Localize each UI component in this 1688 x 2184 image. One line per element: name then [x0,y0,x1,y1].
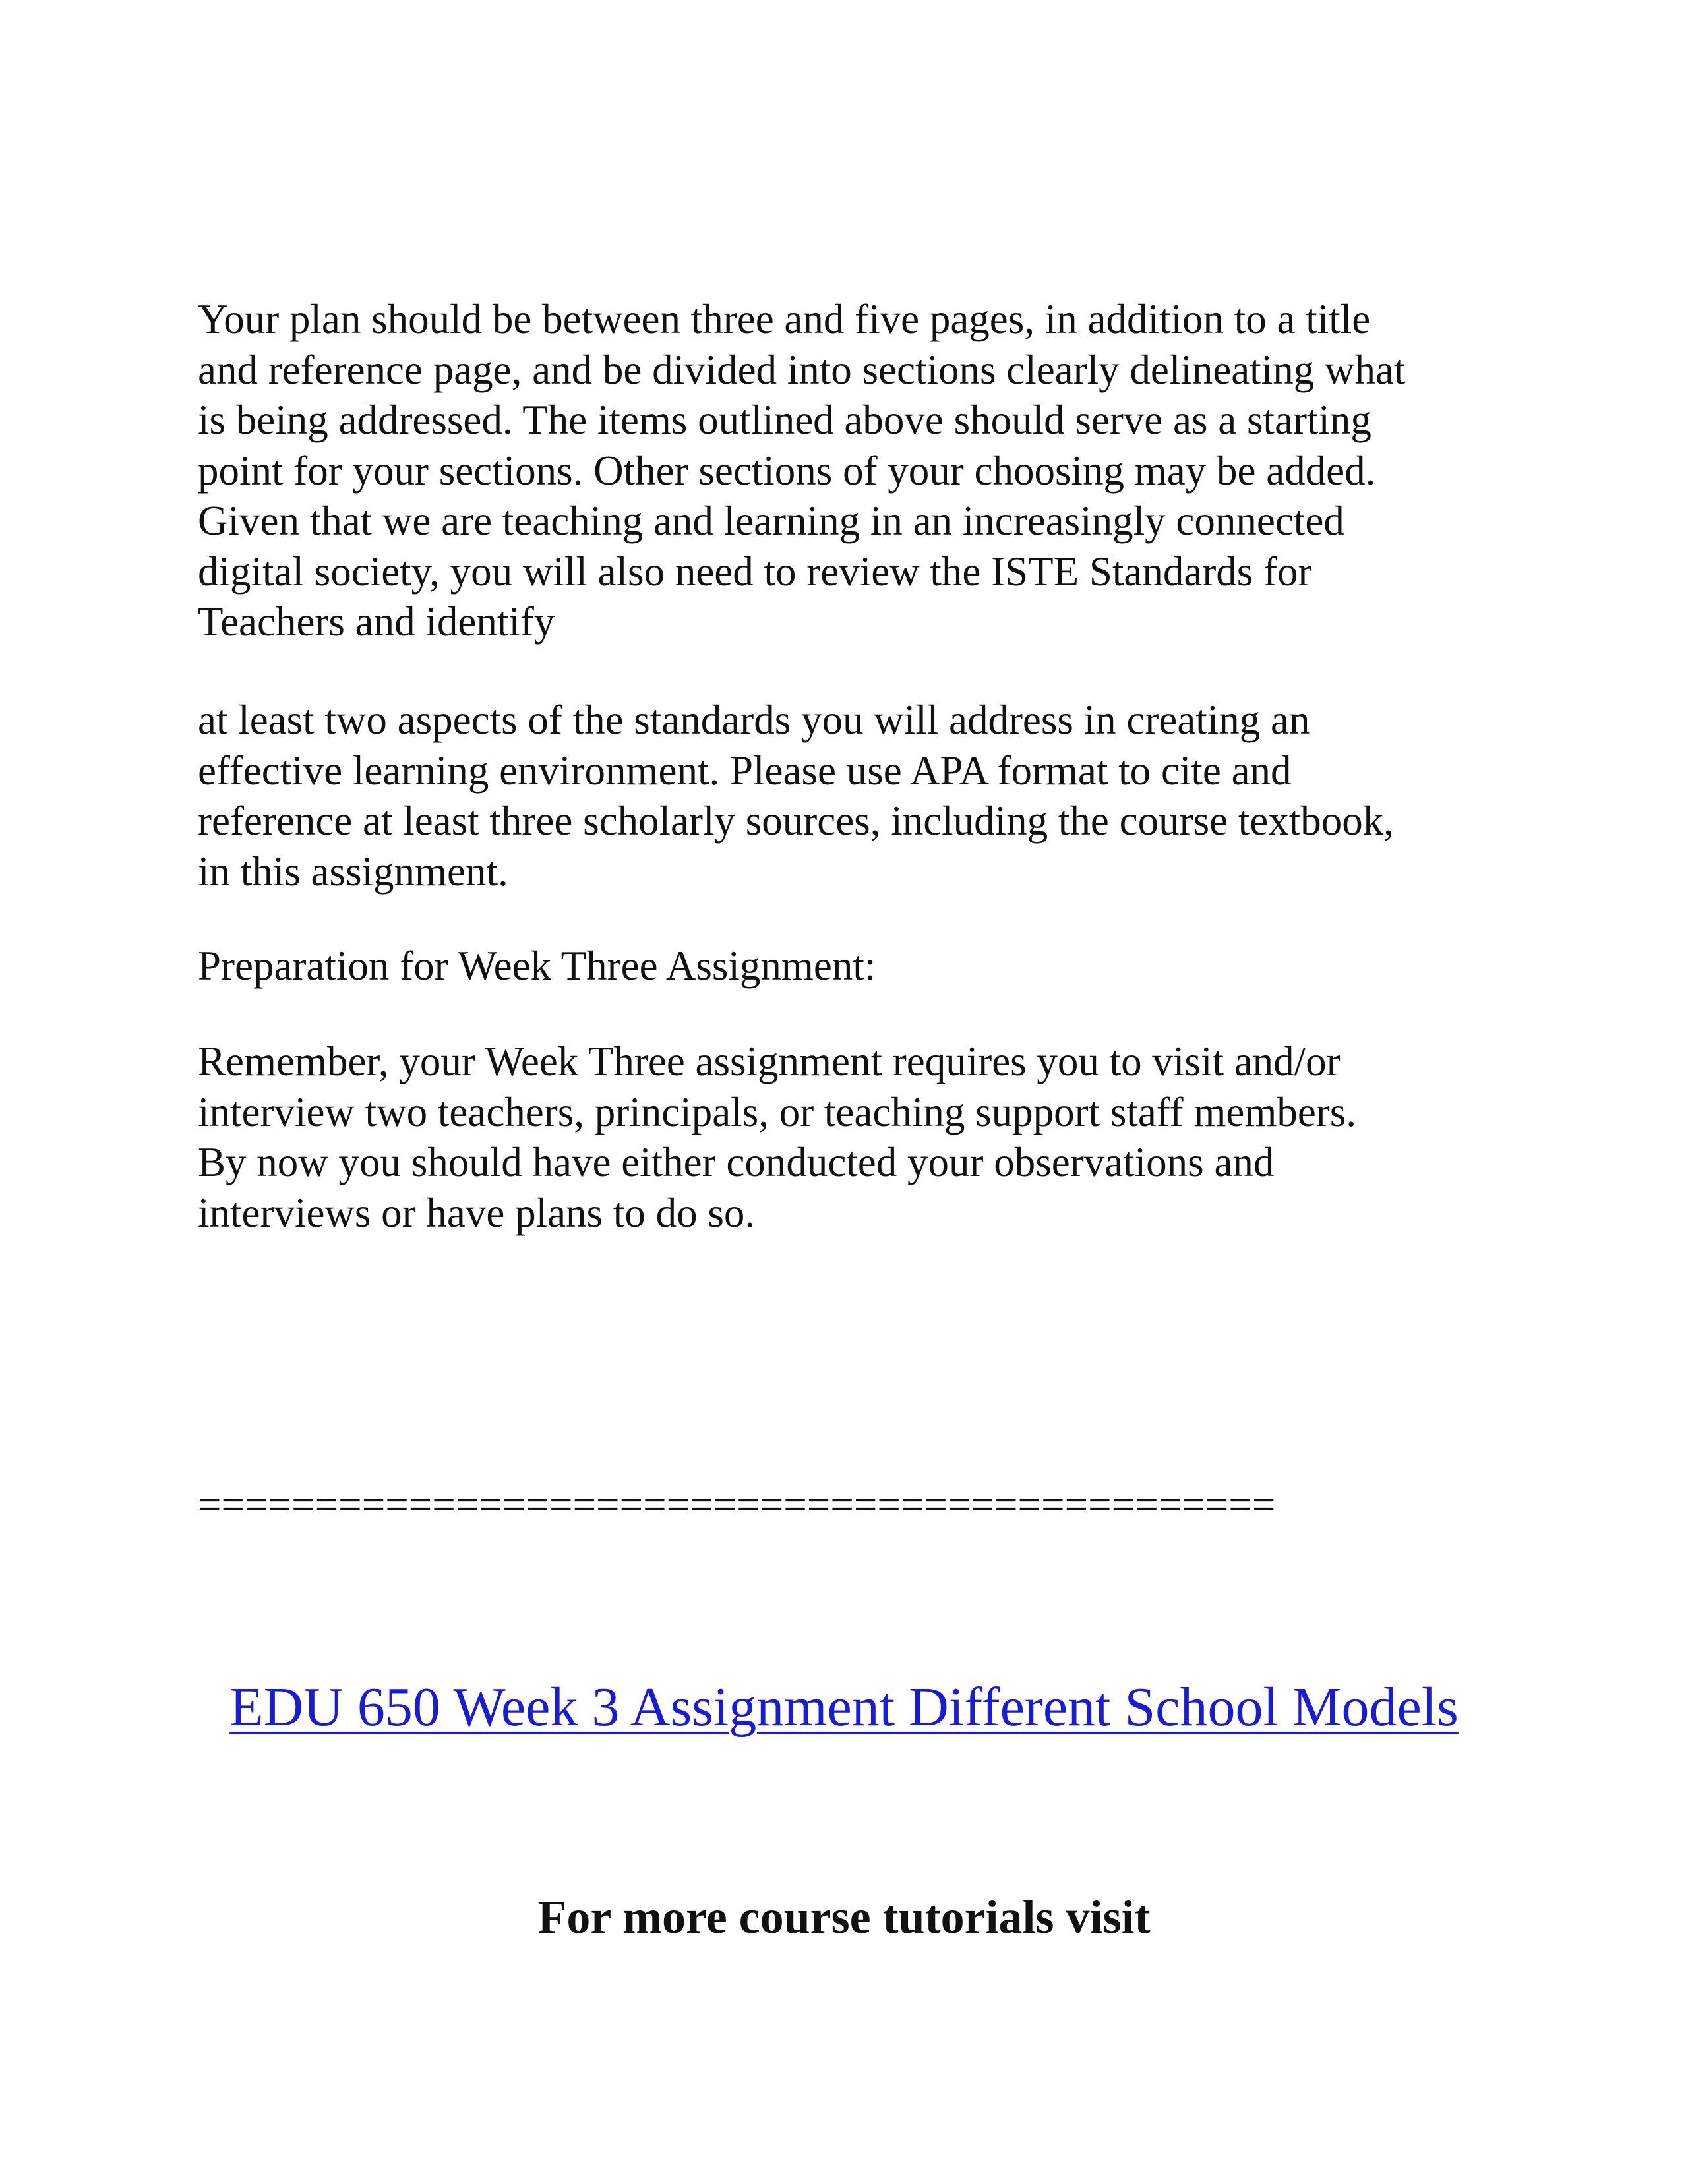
paragraph-standards-apa [198,695,1517,897]
text-line: By now you should have either conducted your observations and [198,1139,1275,1185]
text-line: in this assignment. [198,848,508,895]
text-line: effective learning environment. Please use APA format to cite and [198,747,1292,794]
paragraph-week-three-reminder [198,1036,1517,1238]
separator-line: ============================================== [198,1481,1276,1527]
text-line: Preparation for Week Three Assignment: [198,943,876,989]
text-line: Your plan should be between three and five pages, in addition to a title [198,296,1371,342]
text-line: reference at least three scholarly sources, including the course textbook, [198,798,1395,844]
paragraph-preparation-heading [198,941,1517,991]
text-line: interview two teachers, principals, or teaching support staff members. [198,1088,1357,1135]
text-line: is being addressed. The items outlined above should serve as a starting [198,397,1372,443]
text-line: Given that we are teaching and learning in an increasingly connected [198,498,1344,544]
text-line: digital society, you will also need to review the ISTE Standards for [198,548,1312,595]
assignment-link[interactable]: EDU 650 Week 3 Assignment Different School Models [229,1676,1459,1738]
paragraph-plan-requirements [198,294,1517,647]
text-line: point for your sections. Other sections of your choosing may be added. [198,447,1376,494]
text-line: and reference page, and be divided into sections clearly delineating what [198,346,1406,393]
text-line: Teachers and identify [198,599,555,645]
text-line: interviews or have plans to do so. [198,1189,756,1236]
text-line: at least two aspects of the standards you will address in creating an [198,697,1310,743]
link-container [0,1674,1688,1740]
text-line: Remember, your Week Three assignment requires you to visit and/or [198,1038,1341,1084]
course-tutorials-heading: For more course tutorials visit [537,1891,1151,1943]
